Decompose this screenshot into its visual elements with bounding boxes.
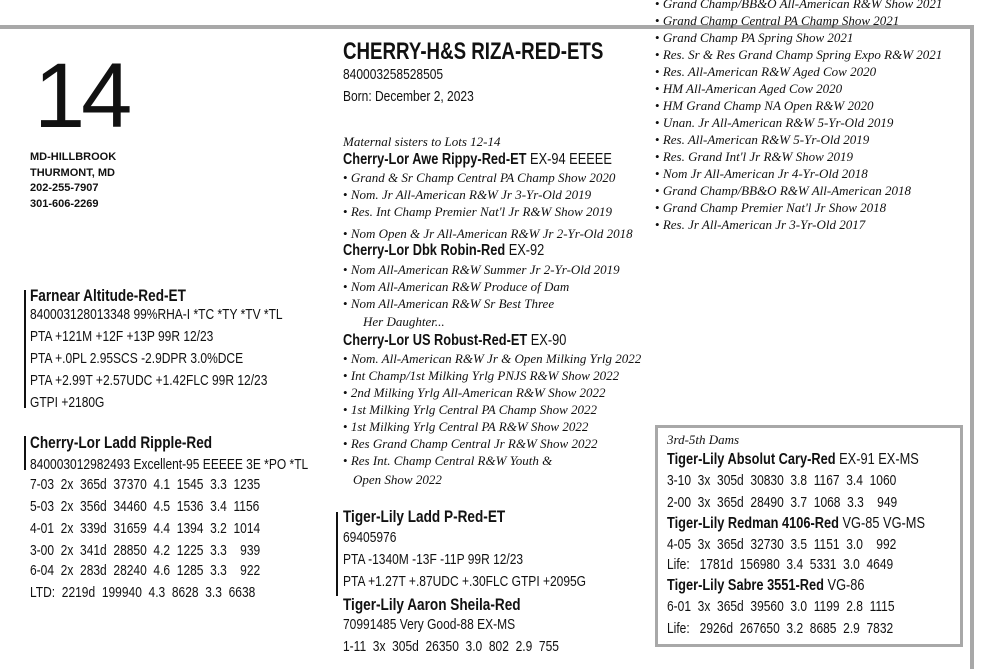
award-item: • 1st Milking Yrlg Central PA Champ Show 2022 bbox=[343, 401, 641, 418]
dam-score: VG-86 bbox=[827, 577, 865, 594]
dam-record-2: 5-03 2x 356d 34460 4.5 1536 3.4 1156 bbox=[30, 498, 260, 515]
award-item: • Grand Champ/BB&O R&W All-American 2018 bbox=[655, 182, 942, 199]
consignor-farm: MD-HILLBROOK bbox=[30, 151, 117, 163]
award-item: • 1st Milking Yrlg Central PA R&W Show 2022 bbox=[343, 418, 641, 435]
sister-score: EX-94 EEEEE bbox=[530, 151, 612, 168]
right-rule bbox=[970, 25, 974, 669]
lot-number: 14 bbox=[34, 45, 129, 147]
award-item: • Res. All-American R&W 5-Yr-Old 2019 bbox=[655, 131, 942, 148]
sire-name: Farnear Altitude-Red-ET bbox=[30, 286, 186, 305]
mgs-bracket bbox=[336, 512, 338, 596]
sire-line-2: PTA +121M +12F +13P 99R 12/23 bbox=[30, 328, 214, 345]
animal-name: CHERRY-H&S RIZA-RED-ETS bbox=[343, 38, 604, 65]
dam5-record-1: 6-01 3x 365d 39560 3.0 1199 2.8 1115 bbox=[667, 598, 895, 615]
sister-3-awards bbox=[343, 350, 641, 469]
dam4-name-line bbox=[667, 515, 925, 533]
dam-name: Tiger-Lily Redman 4106-Red bbox=[667, 515, 839, 532]
dam3-record-2: 2-00 3x 365d 28490 3.7 1068 3.3 949 bbox=[667, 494, 898, 511]
dam-name: Tiger-Lily Sabre 3551-Red bbox=[667, 577, 824, 594]
dam4-record-2: Life: 1781d 156980 3.4 5331 3.0 4649 bbox=[667, 556, 894, 573]
award-item: • Grand Champ Central PA Champ Show 2021 bbox=[655, 12, 942, 29]
award-item: • Res Grand Champ Central Jr R&W Show 2022 bbox=[343, 435, 641, 452]
award-item: • Res. Int Champ Premier Nat'l Jr R&W Show 2019 bbox=[343, 203, 633, 220]
mgs-line-3: PTA +1.27T +.87UDC +.30FLC GTPI +2095G bbox=[343, 573, 587, 590]
award-item: • Nom Open & Jr All-American R&W Jr 2-Yr-Old 2018 bbox=[343, 225, 633, 242]
sire-line-4: PTA +2.99T +2.57UDC +1.42FLC 99R 12/23 bbox=[30, 372, 268, 389]
award-item: • Nom All-American R&W Sr Best Three bbox=[343, 295, 620, 312]
award-list-top bbox=[655, 0, 942, 233]
dam-record-4: 3-00 2x 341d 28850 4.2 1225 3.3 939 bbox=[30, 542, 261, 559]
dam4-record-1: 4-05 3x 365d 32730 3.5 1151 3.0 992 bbox=[667, 536, 897, 553]
sister-name: Cherry-Lor Dbk Robin-Red bbox=[343, 242, 506, 259]
granddam-name: Tiger-Lily Aaron Sheila-Red bbox=[343, 595, 521, 614]
award-item: • Nom. All-American R&W Jr & Open Milking Yrlg 2022 bbox=[343, 350, 641, 367]
granddam-line-2: 1-11 3x 305d 26350 3.0 802 2.9 755 bbox=[343, 638, 559, 655]
consignor-block bbox=[30, 150, 116, 212]
dams-box-heading: 3rd-5th Dams bbox=[667, 432, 740, 447]
sister-1-awards bbox=[343, 169, 633, 242]
sister-2-awards bbox=[343, 261, 620, 312]
award-item: • Res. Sr & Res Grand Champ Spring Expo R&W 2021 bbox=[655, 46, 942, 63]
sire-line-1: 840003128013348 99%RHA-I *TC *TY *TV *TL bbox=[30, 306, 283, 323]
award-item: • Res. Grand Int'l Jr R&W Show 2019 bbox=[655, 148, 942, 165]
sire-bracket bbox=[24, 290, 26, 408]
sire-line-5: GTPI +2180G bbox=[30, 394, 105, 411]
dam-score: EX-91 EX-MS bbox=[839, 451, 919, 468]
consignor-location: THURMONT, MD bbox=[30, 166, 115, 179]
dam-ltd: LTD: 2219d 199940 4.3 8628 3.3 6638 bbox=[30, 584, 256, 601]
award-item: • Int Champ/1st Milking Yrlg PNJS R&W Show 2022 bbox=[343, 367, 641, 384]
sister-2-note: Her Daughter... bbox=[363, 314, 445, 329]
dam-reg: 840003012982493 Excellent-95 EEEEE 3E *PO *TL bbox=[30, 456, 309, 473]
award-item: • Res. All-American R&W Aged Cow 2020 bbox=[655, 63, 942, 80]
award-item: • Nom All-American R&W Produce of Dam bbox=[343, 278, 620, 295]
sister-3-name-line bbox=[343, 332, 566, 350]
award-item: • Nom Jr All-American Jr 4-Yr-Old 2018 bbox=[655, 165, 942, 182]
award-item: • HM Grand Champ NA Open R&W 2020 bbox=[655, 97, 942, 114]
dam3-name-line bbox=[667, 451, 919, 469]
award-item: • Grand Champ PA Spring Show 2021 bbox=[655, 29, 942, 46]
sire-line-3: PTA +.0PL 2.95SCS -2.9DPR 3.0%DCE bbox=[30, 350, 244, 367]
sister-3-continuation: Open Show 2022 bbox=[353, 472, 442, 487]
dam-name: Tiger-Lily Absolut Cary-Red bbox=[667, 451, 836, 468]
dam-record-3: 4-01 2x 339d 31659 4.4 1394 3.2 1014 bbox=[30, 520, 261, 537]
dam-score: VG-85 VG-MS bbox=[842, 515, 925, 532]
dam3-record-1: 3-10 3x 305d 30830 3.8 1167 3.4 1060 bbox=[667, 472, 897, 489]
dam-record-1: 7-03 2x 365d 37370 4.1 1545 3.3 1235 bbox=[30, 476, 261, 493]
animal-born: Born: December 2, 2023 bbox=[343, 88, 474, 105]
mgs-line-1: 69405976 bbox=[343, 529, 397, 546]
sister-score: EX-90 bbox=[530, 332, 567, 349]
award-item: • Grand Champ/BB&O All-American R&W Show 2021 bbox=[655, 0, 942, 12]
award-item: • Nom. Jr All-American R&W Jr 3-Yr-Old 2019 bbox=[343, 186, 633, 203]
dam5-record-2: Life: 2926d 267650 3.2 8685 2.9 7832 bbox=[667, 620, 894, 637]
award-item: • Nom All-American R&W Summer Jr 2-Yr-Old 2019 bbox=[343, 261, 620, 278]
sister-2-name-line bbox=[343, 242, 544, 260]
award-item: • Res Int. Champ Central R&W Youth & bbox=[343, 452, 641, 469]
sister-score: EX-92 bbox=[508, 242, 545, 259]
dam5-name-line bbox=[667, 577, 865, 595]
award-item: • Res. Jr All-American Jr 3-Yr-Old 2017 bbox=[655, 216, 942, 233]
granddam-line-1: 70991485 Very Good-88 EX-MS bbox=[343, 616, 516, 633]
dam-record-5: 6-04 2x 283d 28240 4.6 1285 3.3 922 bbox=[30, 562, 261, 579]
sister-name: Cherry-Lor Awe Rippy-Red-ET bbox=[343, 151, 527, 168]
mgs-line-2: PTA -1340M -13F -11P 99R 12/23 bbox=[343, 551, 524, 568]
award-item: • HM All-American Aged Cow 2020 bbox=[655, 80, 942, 97]
award-item: • Unan. Jr All-American R&W 5-Yr-Old 2019 bbox=[655, 114, 942, 131]
award-item: • Grand & Sr Champ Central PA Champ Show 2020 bbox=[343, 169, 633, 186]
consignor-phone-2: 301-606-2269 bbox=[30, 197, 99, 210]
dam-bracket bbox=[24, 436, 26, 470]
maternal-heading: Maternal sisters to Lots 12-14 bbox=[343, 134, 501, 149]
award-item: • Grand Champ Premier Nat'l Jr Show 2018 bbox=[655, 199, 942, 216]
mgs-name: Tiger-Lily Ladd P-Red-ET bbox=[343, 507, 506, 526]
consignor-phone-1: 202-255-7907 bbox=[30, 182, 99, 194]
dam-name: Cherry-Lor Ladd Ripple-Red bbox=[30, 433, 213, 452]
award-item: • 2nd Milking Yrlg All-American R&W Show 2022 bbox=[343, 384, 641, 401]
sister-name: Cherry-Lor US Robust-Red-ET bbox=[343, 332, 528, 349]
animal-registration: 840003258528505 bbox=[343, 66, 444, 83]
sister-1-name-line bbox=[343, 151, 612, 169]
